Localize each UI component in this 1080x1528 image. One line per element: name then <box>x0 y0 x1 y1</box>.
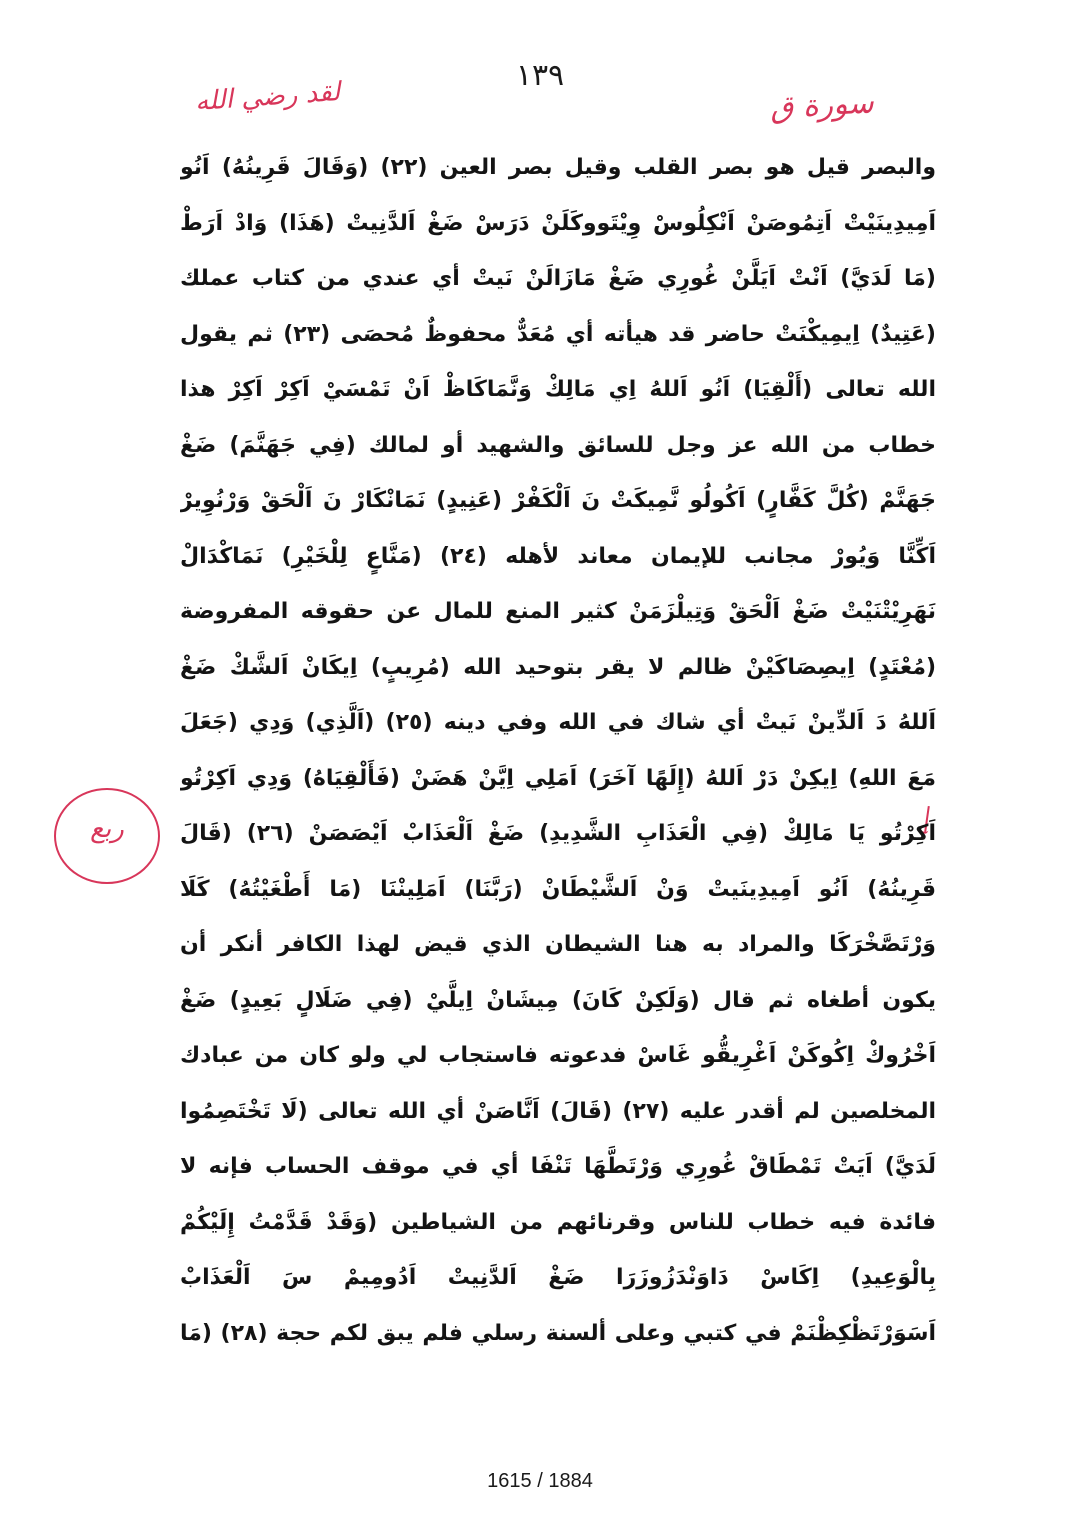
text-line: اَكِرْتُو يَا مَالِكْ (فِي الْعَذَابِ الشَّدِيدِ) ضَغْ اَلْعَذَابْ اَيْصَصَنْ (٢٦) (قَالَ <box>180 821 936 846</box>
text-line: لَدَيَّ) اَيَتْ تَمْطَاقْ غُورِي وَرْتَطَّهَا تَنْفَا أي في موقف الحساب فإنه لا <box>180 1154 936 1179</box>
text-line: فائدة فيه خطاب للناس وقرنائهم من الشياطين (وَقَدْ قَدَّمْتُ إِلَيْكُمْ <box>180 1209 936 1235</box>
text-line: مَعَ اللهِ) اِيكِنْ دَرْ اَللهُ (إِلَهًا آخَرَ) اَمَلِي اِيَّنْ هَضَنْ (فَأَلْقِيَاهُ) وَدِي اَكِرْتُو <box>180 765 936 791</box>
text-line: اَسَوَرْتَظْكِظْنَمْ في كتبي وعلى ألسنة رسلي فلم يبق لكم حجة (٢٨) (مَا <box>180 1320 936 1346</box>
text-line: (مَا لَدَيَّ) اَنْتْ اَيَلَّنْ غُورِي ضَغْ مَازَالَنْ نَيتْ أي عندي من كتاب عملك <box>180 266 936 291</box>
text-line: اَخْرُوكْ اِكُوكَنْ اَغْرِيقُّو غَاسْ فدعوته فاستجاب لي ولو كان من عبادك <box>180 1043 936 1068</box>
text-line: المخلصين لم أقدر عليه (٢٧) (قَالَ) اَنَّاصَنْ أي الله تعالى (لَا تَخْتَصِمُوا <box>180 1098 936 1124</box>
text-line: اَكِّنَّا وَيُورْ مجانب للإيمان معاند لأهله (٢٤) (مَنَّاعٍ لِلْخَيْرِ) نَمَاكْدَالْ <box>180 543 936 569</box>
text-line: جَهَنَّمْ (كُلَّ كَفَّارٍ) اَكُولُو نَّمِيكَتْ نَ اَلْكَفْرْ (عَنِيدٍ) نَمَانْكَارْ نَ اَلْحَقْ وَرْنُوِيرْ <box>180 488 936 513</box>
handwritten-surah-note: سورة ق <box>769 85 875 126</box>
text-line: خطاب من الله عز وجل للسائق والشهيد أو لمالك (فِي جَهَنَّمَ) ضَغْ <box>180 432 936 458</box>
text-line: اَمِيدِينَيْتْ اَتِمُوصَنْ اَنْكِلُوسْ وِيْتَووكَلَنْ دَرَسْ ضَغْ اَلدَّنِيتْ (هَذَا) وَادْ اَرَطْ <box>180 210 936 236</box>
page-counter: 1615 / 1884 <box>487 1470 593 1492</box>
text-line: وَرْتَصَّخْرَكَا والمراد به هنا الشيطان الذي قيض لهذا الكافر أنكر أن <box>180 932 936 957</box>
text-line: نَهَرِيْتْنَيْتْ ضَغْ اَلْحَقْ وَتِيلْزَمَنْ كثير المنع للمال عن حقوقه المفروضة <box>180 599 936 624</box>
page-number: ١٣٩ <box>515 58 565 93</box>
text-line: (مُعْتَدٍ) اِيصِصَاكَيْنْ ظالم لا يقر بتوحيد الله (مُرِيبٍ) اِيكَانْ اَلشَّكْ ضَغْ <box>180 654 936 680</box>
text-line: (عَتِيدٌ) اِيمِيكْنَتْ حاضر قد هيأته أي مُعَدٌّ محفوظٌ مُحصَى (٢٣) ثم يقول <box>180 321 936 347</box>
text-line: بِالْوَعِيدِ) اِكَاسْ دَاوَنْدَزُوزَرَا ضَغْ اَلدَّنِيتْ اَدُومِيمْ سَ اَلْعَذَابْ <box>180 1265 936 1290</box>
text-line: اَللهُ دَ اَلدِّينْ نَيتْ أي شاك في الله وفي دينه (٢٥) (اَلَّذِي) وَدِي (جَعَلَ <box>180 710 936 735</box>
text-line: قَرِينُهُ) اَنُو اَمِيدِينَيتْ وَنْ اَلشَّيْطَانْ (رَبَّنَا) اَمَلِينْنَا (مَا أَطْغَيْتُهُ) كَلَا <box>180 876 936 902</box>
circled-note-text: ربع <box>90 814 124 844</box>
circled-margin-note <box>54 788 160 884</box>
text-line: يكون أطغاه ثم قال (وَلَكِنْ كَانَ) مِيشَانْ اِيلَّيْ (فِي ضَلَالٍ بَعِيدٍ) ضَغْ <box>180 987 936 1013</box>
text-line: والبصر قيل هو بصر القلب وقيل بصر العين (٢٢) (وَقَالَ قَرِينُهُ) اَنُو <box>180 155 936 180</box>
handwritten-note-left: لقد رضي الله <box>194 76 342 118</box>
text-line: الله تعالى (أَلْقِيَا) اَنُو اَللهُ اِي مَالِكْ وَنَّمَاكَاظْ اَنْ تَمْسَيْ اَكِرْ اَكِرْ هذا <box>180 377 936 402</box>
body-text <box>180 140 936 1361</box>
